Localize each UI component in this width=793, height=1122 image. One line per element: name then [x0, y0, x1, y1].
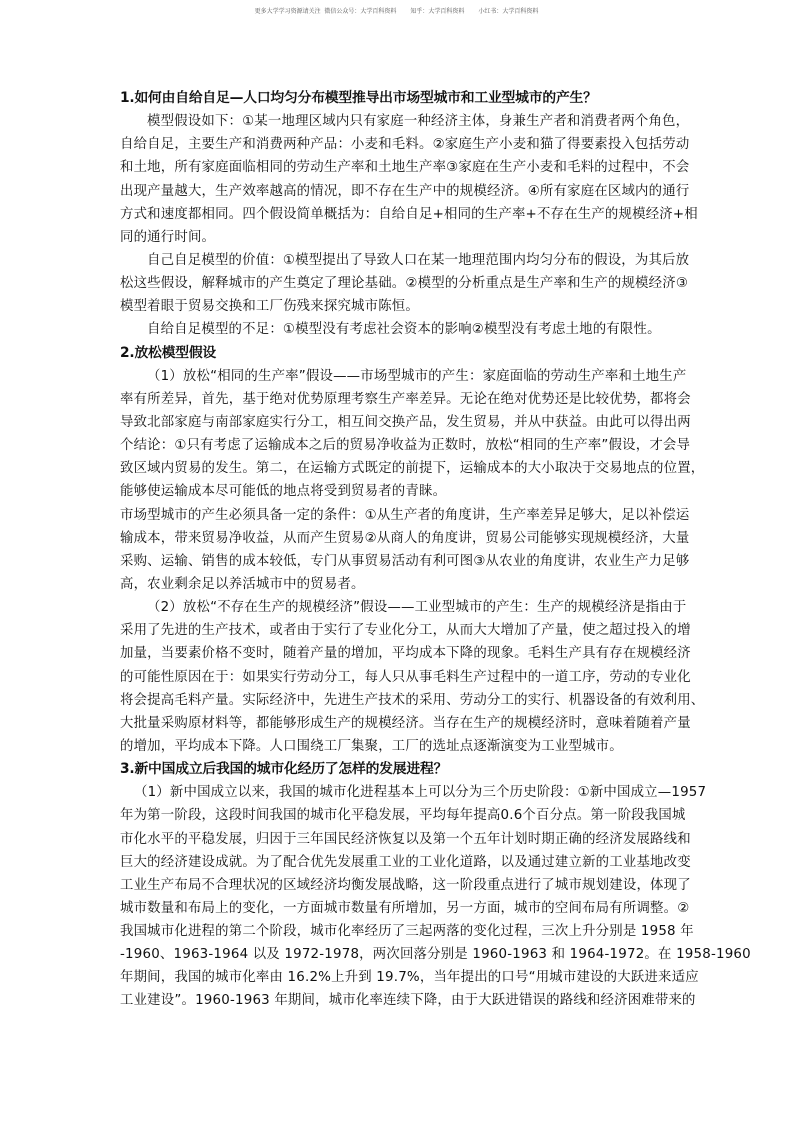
paragraph-line: 工业生产布局不合理状况的区域经济均衡发展战略，这一阶段重点进行了城市规划建设，体现了 — [120, 877, 691, 893]
paragraph-line: 巨大的经济建设成就。为了配合优先发展重工业的工业化道路，以及通过建立新的工业基地改变 — [120, 854, 691, 870]
paragraph-line: 城市数量和布局上的变化，一方面城市数量有所增加，另一方面，城市的空间布局有所调整。② — [120, 900, 690, 916]
paragraph-line: 出现产量越大，生产效率越高的情况，即不存在生产中的规模经济。④所有家庭在区域内的通行 — [120, 183, 690, 199]
paragraph-line: 工业建设”。1960-1963 年期间，城市化率连续下降，由于大跃进错误的路线和经济困难带来的 — [120, 993, 696, 1009]
paragraph-line: 方式和速度都相同。四个假设简单概括为：自给自足+相同的生产率+不存在生产的规模经济+相 — [120, 206, 698, 222]
page-header — [0, 6, 793, 15]
paragraph-line: 输成本，带来贸易净收益，从而产生贸易②从商人的角度讲，贸易公司能够实现规模经济，大量 — [120, 530, 690, 546]
paragraph-line: 的增加，平均成本下降。人口围绕工厂集聚，工厂的选址点逐渐演变为工业型城市。 — [120, 738, 623, 754]
section-heading: 2.放松模型假设 — [120, 344, 217, 361]
paragraph-line: 模型着眼于贸易交换和工厂伤残来探究城市陈恒。 — [120, 299, 419, 315]
header-xiaohongshu-note: 小红书：大学百科资料 — [478, 8, 539, 15]
paragraph-line: 采用了先进的生产技术，或者由于实行了专业化分工，从而大大增加了产量，使之超过投入的增 — [120, 623, 691, 639]
paragraph-line: 率有所差异，首先，基于绝对优势原理考察生产率差异。无论在绝对优势还是比较优势，都将会 — [120, 391, 691, 407]
paragraph-line: 年为第一阶段，这段时间我国的城市化平稳发展，平均每年提高0.6个百分点。第一阶段我国城 — [120, 808, 686, 824]
paragraph-line: 市场型城市的产生必须具备一定的条件：①从生产者的角度讲，生产率差异足够大，足以补偿运 — [120, 507, 690, 523]
paragraph-line: 致区域内贸易的发生。第二，在运输方式既定的前提下，运输成本的大小取决于交易地点的位置， — [120, 461, 705, 477]
header-wechat-note: 更多大学学习资源请关注 微信公众号：大学百科资料 — [254, 8, 397, 15]
paragraph-line: 自己自足模型的价值：①模型提出了导致人口在某一地理范围内均匀分布的假设，为其后放 — [147, 252, 690, 268]
paragraph-line: 能够使运输成本尽可能低的地点将受到贸易者的青睐。 — [120, 484, 447, 500]
paragraph-line: 市化水平的平稳发展，归因于三年国民经济恢复以及第一个五年计划时期正确的经济发展路线和 — [120, 831, 691, 847]
paragraph-line: 大批量采购原材料等，都能够形成生产的规模经济。当存在生产的规模经济时，意味着随着产量 — [120, 715, 691, 731]
paragraph-line: 将会提高毛料产量。实际经济中，先进生产技术的采用、劳动分工的实行、机器设备的有效利用、 — [120, 692, 705, 708]
paragraph-line: 模型假设如下：①某一地理区域内只有家庭一种经济主体，身兼生产者和消费者两个角色， — [147, 114, 690, 130]
paragraph-line: 个结论：①只有考虑了运输成本之后的贸易净收益为正数时，放松“相同的生产率”假设，才会导 — [120, 438, 691, 454]
document-body — [120, 87, 751, 1013]
paragraph-line: （1）新中国成立以来，我国的城市化进程基本上可以分为三个历史阶段：①新中国成立—1957 — [134, 785, 707, 801]
paragraph-line: 高，农业剩余足以养活城市中的贸易者。 — [120, 576, 365, 592]
paragraph-line: 松这些假设，解释城市的产生奠定了理论基础。②模型的分析重点是生产率和生产的规模经济③ — [120, 276, 689, 292]
paragraph-line: 同的通行时间。 — [120, 229, 216, 245]
paragraph-line: （2）放松“不存在生产的规模经济”假设——工业型城市的产生：生产的规模经济是指由于 — [147, 600, 687, 616]
paragraph-line: 和土地，所有家庭面临相同的劳动生产率和土地生产率③家庭在生产小麦和毛料的过程中，不会 — [120, 160, 690, 176]
paragraph-line: 采购、运输、销售的成本较低，专门从事贸易活动有利可图③从农业的角度讲，农业生产力足够 — [120, 553, 690, 569]
paragraph-line: 导致北部家庭与南部家庭实行分工，相互间交换产品，发生贸易，并从中获益。由此可以得出两 — [120, 414, 691, 430]
paragraph-line: 的可能性原因在于：如果实行劳动分工，每人只从事毛料生产过程中的一道工序，劳动的专业化 — [120, 669, 691, 685]
paragraph-line: 年期间，我国的城市化率由 16.2%上升到 19.7%，当年提出的口号“用城市建设的大跃进来适应 — [120, 970, 699, 986]
paragraph-line: （1）放松“相同的生产率”假设——市场型城市的产生：家庭面临的劳动生产率和土地生产 — [147, 368, 687, 384]
section-heading: 3.新中国成立后我国的城市化经历了怎样的发展进程？ — [120, 761, 448, 778]
paragraph-line: -1960、1963-1964 以及 1972-1978，两次回落分别是 1960-1963 和 1964-1972。在 1958-1960 — [120, 947, 751, 963]
header-zhihu-note: 知乎：大学百科资料 — [410, 8, 465, 15]
paragraph-line: 自给自足模型的不足：①模型没有考虑社会资本的影响②模型没有考虑土地的有限性。 — [147, 322, 661, 338]
section-heading: 1.如何由自给自足—人口均匀分布模型推导出市场型城市和工业型城市的产生？ — [120, 90, 597, 106]
paragraph-line: 我国城市化进程的第二个阶段，城市化率经历了三起两落的变化过程，三次上升分别是 1958 年 — [120, 924, 694, 940]
paragraph-line: 加量，当要素价格不变时，随着产量的增加，平均成本下降的现象。毛料生产具有存在规模经济 — [120, 646, 691, 662]
paragraph-line: 自给自足，主要生产和消费两种产品：小麦和毛料。②家庭生产小麦和猫了得要素投入包括劳动 — [120, 137, 690, 153]
